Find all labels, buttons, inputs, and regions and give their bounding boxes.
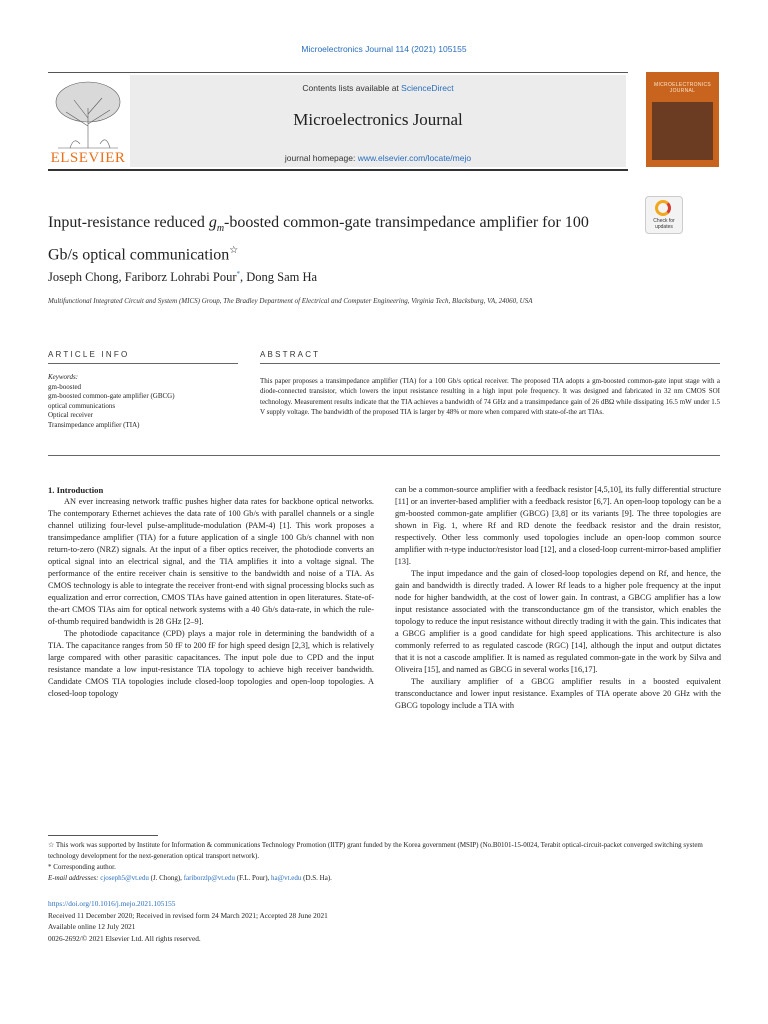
doi-link[interactable]: https://doi.org/10.1016/j.mejo.2021.105155 (48, 899, 176, 908)
footnote-rule (48, 835, 158, 836)
funding-footnote: ☆ This work was supported by Institute for Information & communications Technology Promotion (IITP) grant funded by the Korea government (MSIP) (No.B0101-15-0024, Terabit optical-circuit-packet converged switching system technology development for the next-generation optical transport network). (48, 841, 703, 860)
keyword-item: Optical receiver (48, 411, 93, 420)
abstract-bottom-rule (48, 455, 720, 456)
keyword-item: gm-boosted (48, 382, 82, 391)
cover-artwork (652, 102, 713, 160)
abstract-heading: ABSTRACT (260, 350, 321, 359)
tree-icon (48, 78, 128, 152)
title-footnote-star[interactable]: ☆ (229, 245, 239, 257)
journal-citation[interactable]: Microelectronics Journal 114 (2021) 105155 (301, 44, 467, 54)
footnotes (48, 840, 720, 884)
body-paragraph: The auxiliary amplifier of a GBCG amplifier results in a boosted equivalent transconductance and lower input resistance. Examples of TIA operate above 20 GHz with the GBCG topology include a TIA with (395, 677, 721, 710)
homepage-line: journal homepage: www.elsevier.com/locate/mejo (284, 153, 472, 163)
cover-title: MICROELECTRONICS JOURNAL (653, 82, 712, 94)
keywords-label: Keywords: (48, 373, 79, 381)
affiliation: Multifunctional Integrated Circuit and System (MICS) Group, The Bradley Department of Electrical and Computer Engineering, Virginia Tech, Blacksburg, VA, 24060, USA (48, 297, 533, 305)
homepage-link[interactable]: www.elsevier.com/locate/mejo (357, 153, 472, 163)
body-column-left (48, 484, 374, 700)
article-info-heading: ARTICLE INFO (48, 350, 130, 359)
masthead-bottom-rule (48, 169, 628, 171)
keyword-item: optical communications (48, 401, 116, 410)
check-for-updates-badge[interactable]: Check for updates (645, 196, 683, 234)
email-link-ha[interactable]: ha@vt.edu (271, 874, 302, 882)
masthead-top-rule (48, 72, 628, 73)
keyword-item: gm-boosted common-gate amplifier (GBCG) (48, 392, 175, 401)
check-updates-icon (655, 200, 671, 216)
keywords-list (48, 373, 238, 431)
article-info-rule (48, 363, 238, 364)
keyword-item: Transimpedance amplifier (TIA) (48, 420, 140, 429)
publisher-logo: ELSEVIER (50, 150, 126, 166)
email-link-pour[interactable]: fariborzlp@vt.edu (183, 874, 236, 882)
body-paragraph: The input impedance and the gain of closed-loop topologies depend on Rf, and hence, the gain and bandwidth is directly traded. A lower Rf leads to a higher pole frequency at the input node for higher bandwidth, at the cost of lower gain. In contrast, a GBCG amplifier has a low input resistance associated with the transconductance gm of the transistor, which enables the topology to reduce the input resistance without directly trading it with the gain. This indicates that a GBCG amplifier is a good candidate for high speed applications. This architecture is also commonly referred to as regulated cascode (RGC) [14], although the input and output dictates that it is not a cascode amplifier. It is named as regulated common-gate in the work by Silva and Oliveira [15], and named as GBCG in several works [16,17]. (395, 569, 721, 674)
abstract-rule (260, 363, 720, 364)
corresponding-author-mark[interactable]: * (236, 270, 241, 278)
available-date: Available online 12 July 2021 (48, 922, 136, 931)
masthead-banner (130, 75, 626, 167)
journal-masthead (48, 72, 720, 170)
copyright: 0026-2692/© 2021 Elsevier Ltd. All rights reserved. (48, 933, 201, 943)
author-list: Joseph Chong, Fariborz Lohrabi Pour*, Dong Sam Ha (48, 270, 318, 285)
section-title-introduction: 1. Introduction (48, 485, 104, 495)
journal-title: Microelectronics Journal (293, 110, 463, 129)
contents-line: Contents lists available at ScienceDirect (302, 83, 454, 93)
body-paragraph: AN ever increasing network traffic pushes higher data rates for backbone optical networks. The contemporary Ethernet achieves the data rate of 100 Gb/s with parallel channels or a single channel utilizing four-level pulse-amplitude-modulation (PAM-4) [1]. This work proposes a transimpedance amplifier (TIA) for a future application of a single 100 Gb/s channel with non return-to-zero (NRZ) signals. At the input of a fiber optics receiver, the photodiode converts an optical signal into an electrical signal, and the TIA amplifies it into a voltage signal. The performance of the entire receiver chain is sensitive to the bandwidth and noise of a TIA. As CMOS technology is able to integrate the receiver front-end with signal processing blocks such as equalization and error correction, CMOS TIAs have gained attention in open literatures. State-of-the-art CMOS TIAs aim for optical network systems with a 40 Gb/s data-rate, in which the rule-of-thumb required bandwidth is 28 GHz [2–9]. (48, 497, 374, 626)
email-link-chong[interactable]: cjoseph5@vt.edu (100, 874, 149, 882)
abstract-text: This paper proposes a transimpedance amplifier (TIA) for a 100 Gb/s optical receiver. The proposed TIA adopts a gm-boosted common-gate input stage with a diode-connected transistor, which lowers the input resistance resulting in a high input pole frequency. It was designed and fabricated in 32 nm CMOS SOI technology. Measurement results indicate that the TIA achieves a bandwidth of 74 GHz and a transimpedance gain of 26 dBΩ while dissipating 16.5 mW under 1.5 V supply voltage. The bandwidth of the proposed TIA is larger by 48% or more when compared with state-of-the art TIAs. (260, 377, 720, 417)
body-paragraph: can be a common-source amplifier with a feedback resistor [4,5,10], its fully differential structure [11] or an inverter-based amplifier with a feedback resistor [6,7]. An open-loop topology can be a gm-boosted common-gate amplifier (GBCG) [3,8] or its variants [9]. The three topologies are shown in Fig. 1, where Rf and RD denote the feedback resistor and the drain resistor, respectively. Other less commonly used topologies include an open-loop common source amplifier with π-type inductor/resistor load [12], and a closed-loop current-mirror-based amplifier [13]. (395, 485, 721, 566)
journal-cover-image[interactable] (646, 72, 719, 167)
received-dates: Received 11 December 2020; Received in revised form 24 March 2021; Accepted 28 June 2021 (48, 910, 328, 920)
body-column-right (395, 484, 721, 712)
corresponding-footnote: * Corresponding author. (48, 863, 116, 871)
body-paragraph: The photodiode capacitance (CPD) plays a major role in determining the bandwidth of a TIA. The capacitance ranges from 50 fF to 200 fF for high speed design [2,3], which is relatively large compared with other parasitic capacitances. The input pole due to CPD and the input resistance mandate a low input-resistance TIA topology to achieve high receiver bandwidth. Candidate CMOS TIA topologies include closed-loop topologies and open-loop topologies. A closed-loop topology (48, 629, 374, 698)
paper-title: Input-resistance reduced $g_m$-boosted common-gate transimpedance amplifier for 100 Gb/s optical communication☆ (48, 214, 589, 264)
email-footnote: E-mail addresses: cjoseph5@vt.edu (J. Chong), fariborzlp@vt.edu (F.L. Pour), ha@vt.edu (D.S. Ha). (48, 874, 332, 882)
publication-info (48, 898, 720, 944)
sciencedirect-link[interactable]: ScienceDirect (401, 83, 454, 93)
